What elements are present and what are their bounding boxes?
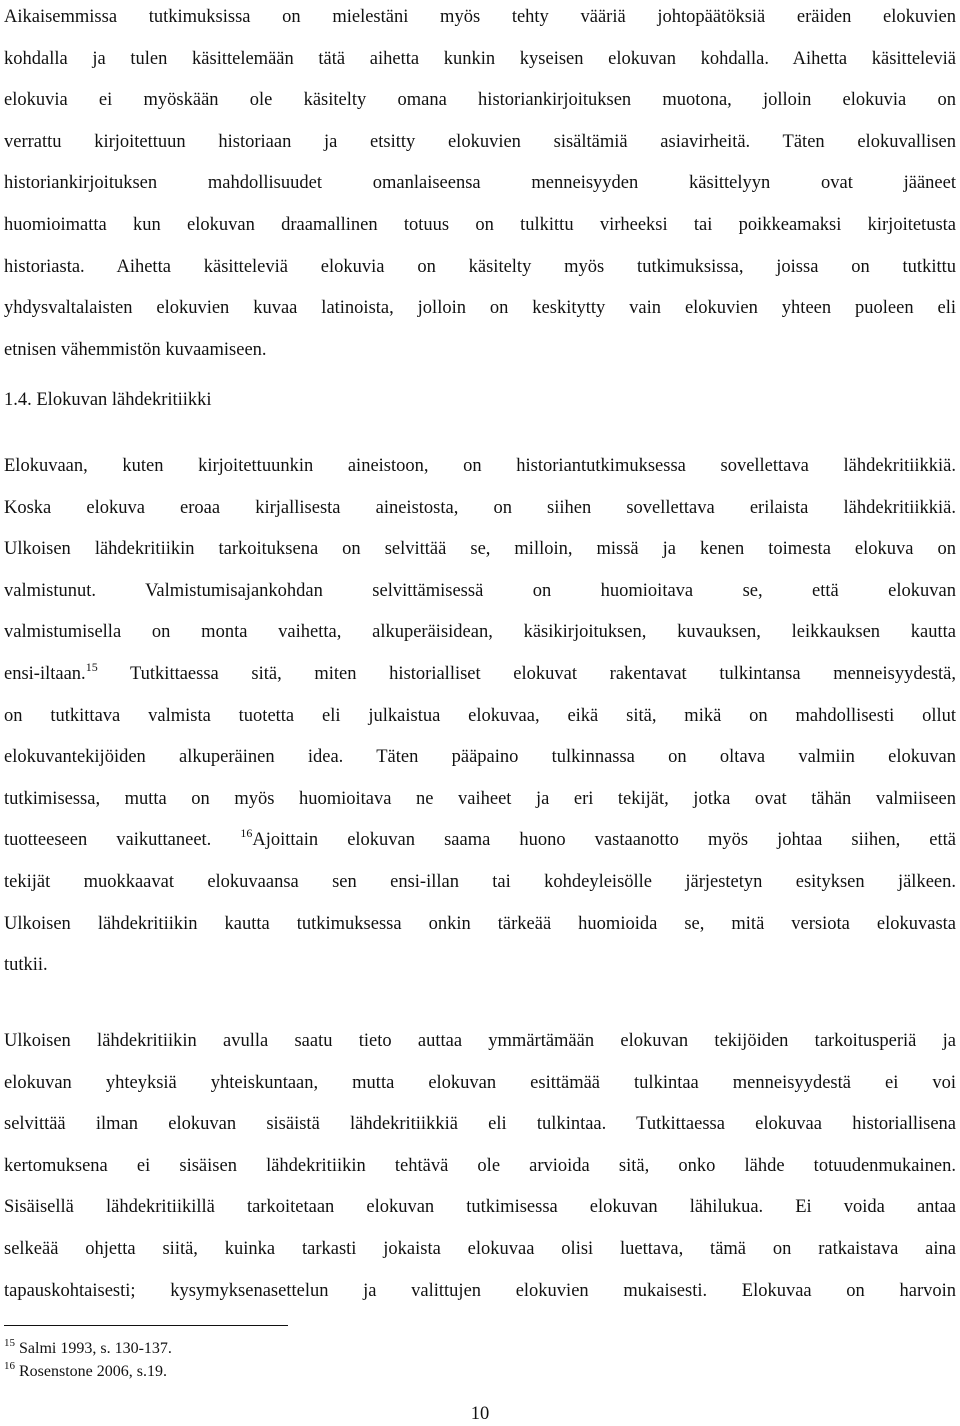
text-segment: ensi-iltaan. (4, 663, 86, 684)
document-page (4, 0, 956, 1425)
text-line: historiasta. Aihetta käsitteleviä elokuvia on käsitelty myös tutkimuksissa, joissa on tutkittu (4, 256, 956, 277)
text-line (4, 654, 956, 696)
footnote-reference-15[interactable]: 15 (85, 659, 98, 674)
text-line: verrattu kirjoitettuun historiaan ja etsitty elokuvien sisältämiä asiavirheitä. Täten elokuvallisen (4, 131, 956, 152)
footnote-text: Rosenstone 2006, s.19. (15, 1363, 167, 1380)
text-line: yhdysvaltalaisten elokuvien kuvaa latinoista, jolloin on keskitytty vain elokuvien yhteen puoleen eli (4, 298, 956, 319)
text-line: selvittää ilman elokuvan sisäistä lähdekritiikkiä eli tulkintaa. Tutkittaessa elokuvaa historiallisena (4, 1114, 956, 1135)
text-line: tekijät muokkaavat elokuvaansa sen ensi-illan tai kohdeyleisölle järjestetyn esityksen jälkeen. (4, 871, 956, 892)
footnote-number: 15 (4, 1337, 15, 1349)
text-line (4, 820, 956, 862)
text-line: tapauskohtaisesti; kysymyksenasettelun ja valittujen elokuvien mukaisesti. Elokuvaa on harvoin (4, 1280, 956, 1301)
text-line: Ulkoisen lähdekritiikin tarkoituksena on selvittää se, milloin, missä ja kenen toimesta elokuva on (4, 539, 956, 560)
section-heading: 1.4. Elokuvan lähdekritiikki (4, 390, 212, 410)
footnote-15 (4, 1337, 172, 1360)
text-line: valmistumisella on monta vaihetta, alkuperäisidean, käsikirjoituksen, kuvauksen, leikkauksen kautta (4, 622, 956, 643)
text-line: Aikaisemmissa tutkimuksissa on mielestäni myös tehty vääriä johtopäätöksiä eräiden elokuvien (4, 7, 956, 27)
text-line: kertomuksena ei sisäisen lähdekritiikin tehtävä ole arvioida sitä, onko lähde totuudenmukainen. (4, 1155, 956, 1176)
footnote-16 (4, 1360, 172, 1383)
text-line: elokuvia ei myöskään ole käsitelty omana historiankirjoituksen muotona, jolloin elokuvia on (4, 90, 956, 111)
text-line: Sisäisellä lähdekritiikillä tarkoitetaan elokuvan tutkimisessa elokuvan lähilukua. Ei voida antaa (4, 1197, 956, 1218)
text-line: elokuvantekijöiden alkuperäinen idea. Täten pääpaino tulkinnassa on oltava valmiin elokuvan (4, 747, 956, 768)
text-line: selkeää ohjetta siitä, kuinka tarkasti jokaista elokuvaa olisi luettava, tämä on ratkaistava aina (4, 1238, 956, 1259)
text-segment: tuotteeseen vaikuttaneet. (4, 830, 241, 851)
text-line: Elokuvaan, kuten kirjoitettuunkin aineistoon, on historiantutkimuksessa sovellettava lähdekritiikkiä. (4, 456, 956, 476)
text-line: etnisen vähemmistön kuvaamiseen. (4, 339, 267, 360)
text-line: Koska elokuva eroaa kirjallisesta aineistosta, on siihen sovellettava erilaista lähdekritiikkiä. (4, 497, 956, 518)
footnote-text: Salmi 1993, s. 130-137. (15, 1340, 172, 1357)
text-segment: Tutkittaessa sitä, miten historialliset elokuvat rakentavat tulkintansa menneisyydestä, (97, 663, 956, 684)
text-line: Ulkoisen lähdekritiikin kautta tutkimuksessa onkin tärkeää huomioida se, mitä versiota elokuvasta (4, 913, 956, 934)
text-line: kohdalla ja tulen käsittelemään tätä aihetta kunkin kyseisen elokuvan kohdalla. Aihetta käsitteleviä (4, 48, 956, 69)
page-number: 10 (470, 1404, 490, 1424)
text-line: valmistunut. Valmistumisajankohdan selvittämisessä on huomioitava se, että elokuvan (4, 580, 956, 601)
footnote-number: 16 (4, 1360, 15, 1372)
text-line: elokuvan yhteyksiä yhteiskuntaan, mutta elokuvan esittämää tulkintaa menneisyydestä ei voi (4, 1072, 956, 1093)
footnote-reference-16[interactable]: 16 (240, 826, 253, 841)
paragraph-internal-criticism (4, 1021, 956, 1312)
footnotes (4, 1337, 172, 1383)
text-line: tutkii. (4, 955, 48, 976)
paragraph-previous-research (4, 0, 956, 371)
footnote-separator (4, 1325, 288, 1326)
text-line: huomioimatta kun elokuvan draamallinen totuus on tulkittu virheeksi tai poikkeamaksi kirjoitetusta (4, 214, 956, 235)
text-line: on tutkittava valmista tuotetta eli julkaistua elokuvaa, eikä sitä, mikä on mahdollisesti ollut (4, 705, 956, 726)
text-line: historiankirjoituksen mahdollisuudet omanlaiseensa menneisyyden käsittelyyn ovat jääneet (4, 173, 956, 194)
text-line: tutkimisessa, mutta on myös huomioitava ne vaiheet ja eri tekijät, jotka ovat tähän valmiiseen (4, 788, 956, 809)
paragraph-source-criticism (4, 446, 956, 987)
text-line: Ulkoisen lähdekritiikin avulla saatu tieto auttaa ymmärtämään elokuvan tekijöiden tarkoitusperiä ja (4, 1031, 956, 1051)
text-segment: Ajoittain elokuvan saama huono vastaanotto myös johtaa siihen, että (252, 830, 956, 851)
